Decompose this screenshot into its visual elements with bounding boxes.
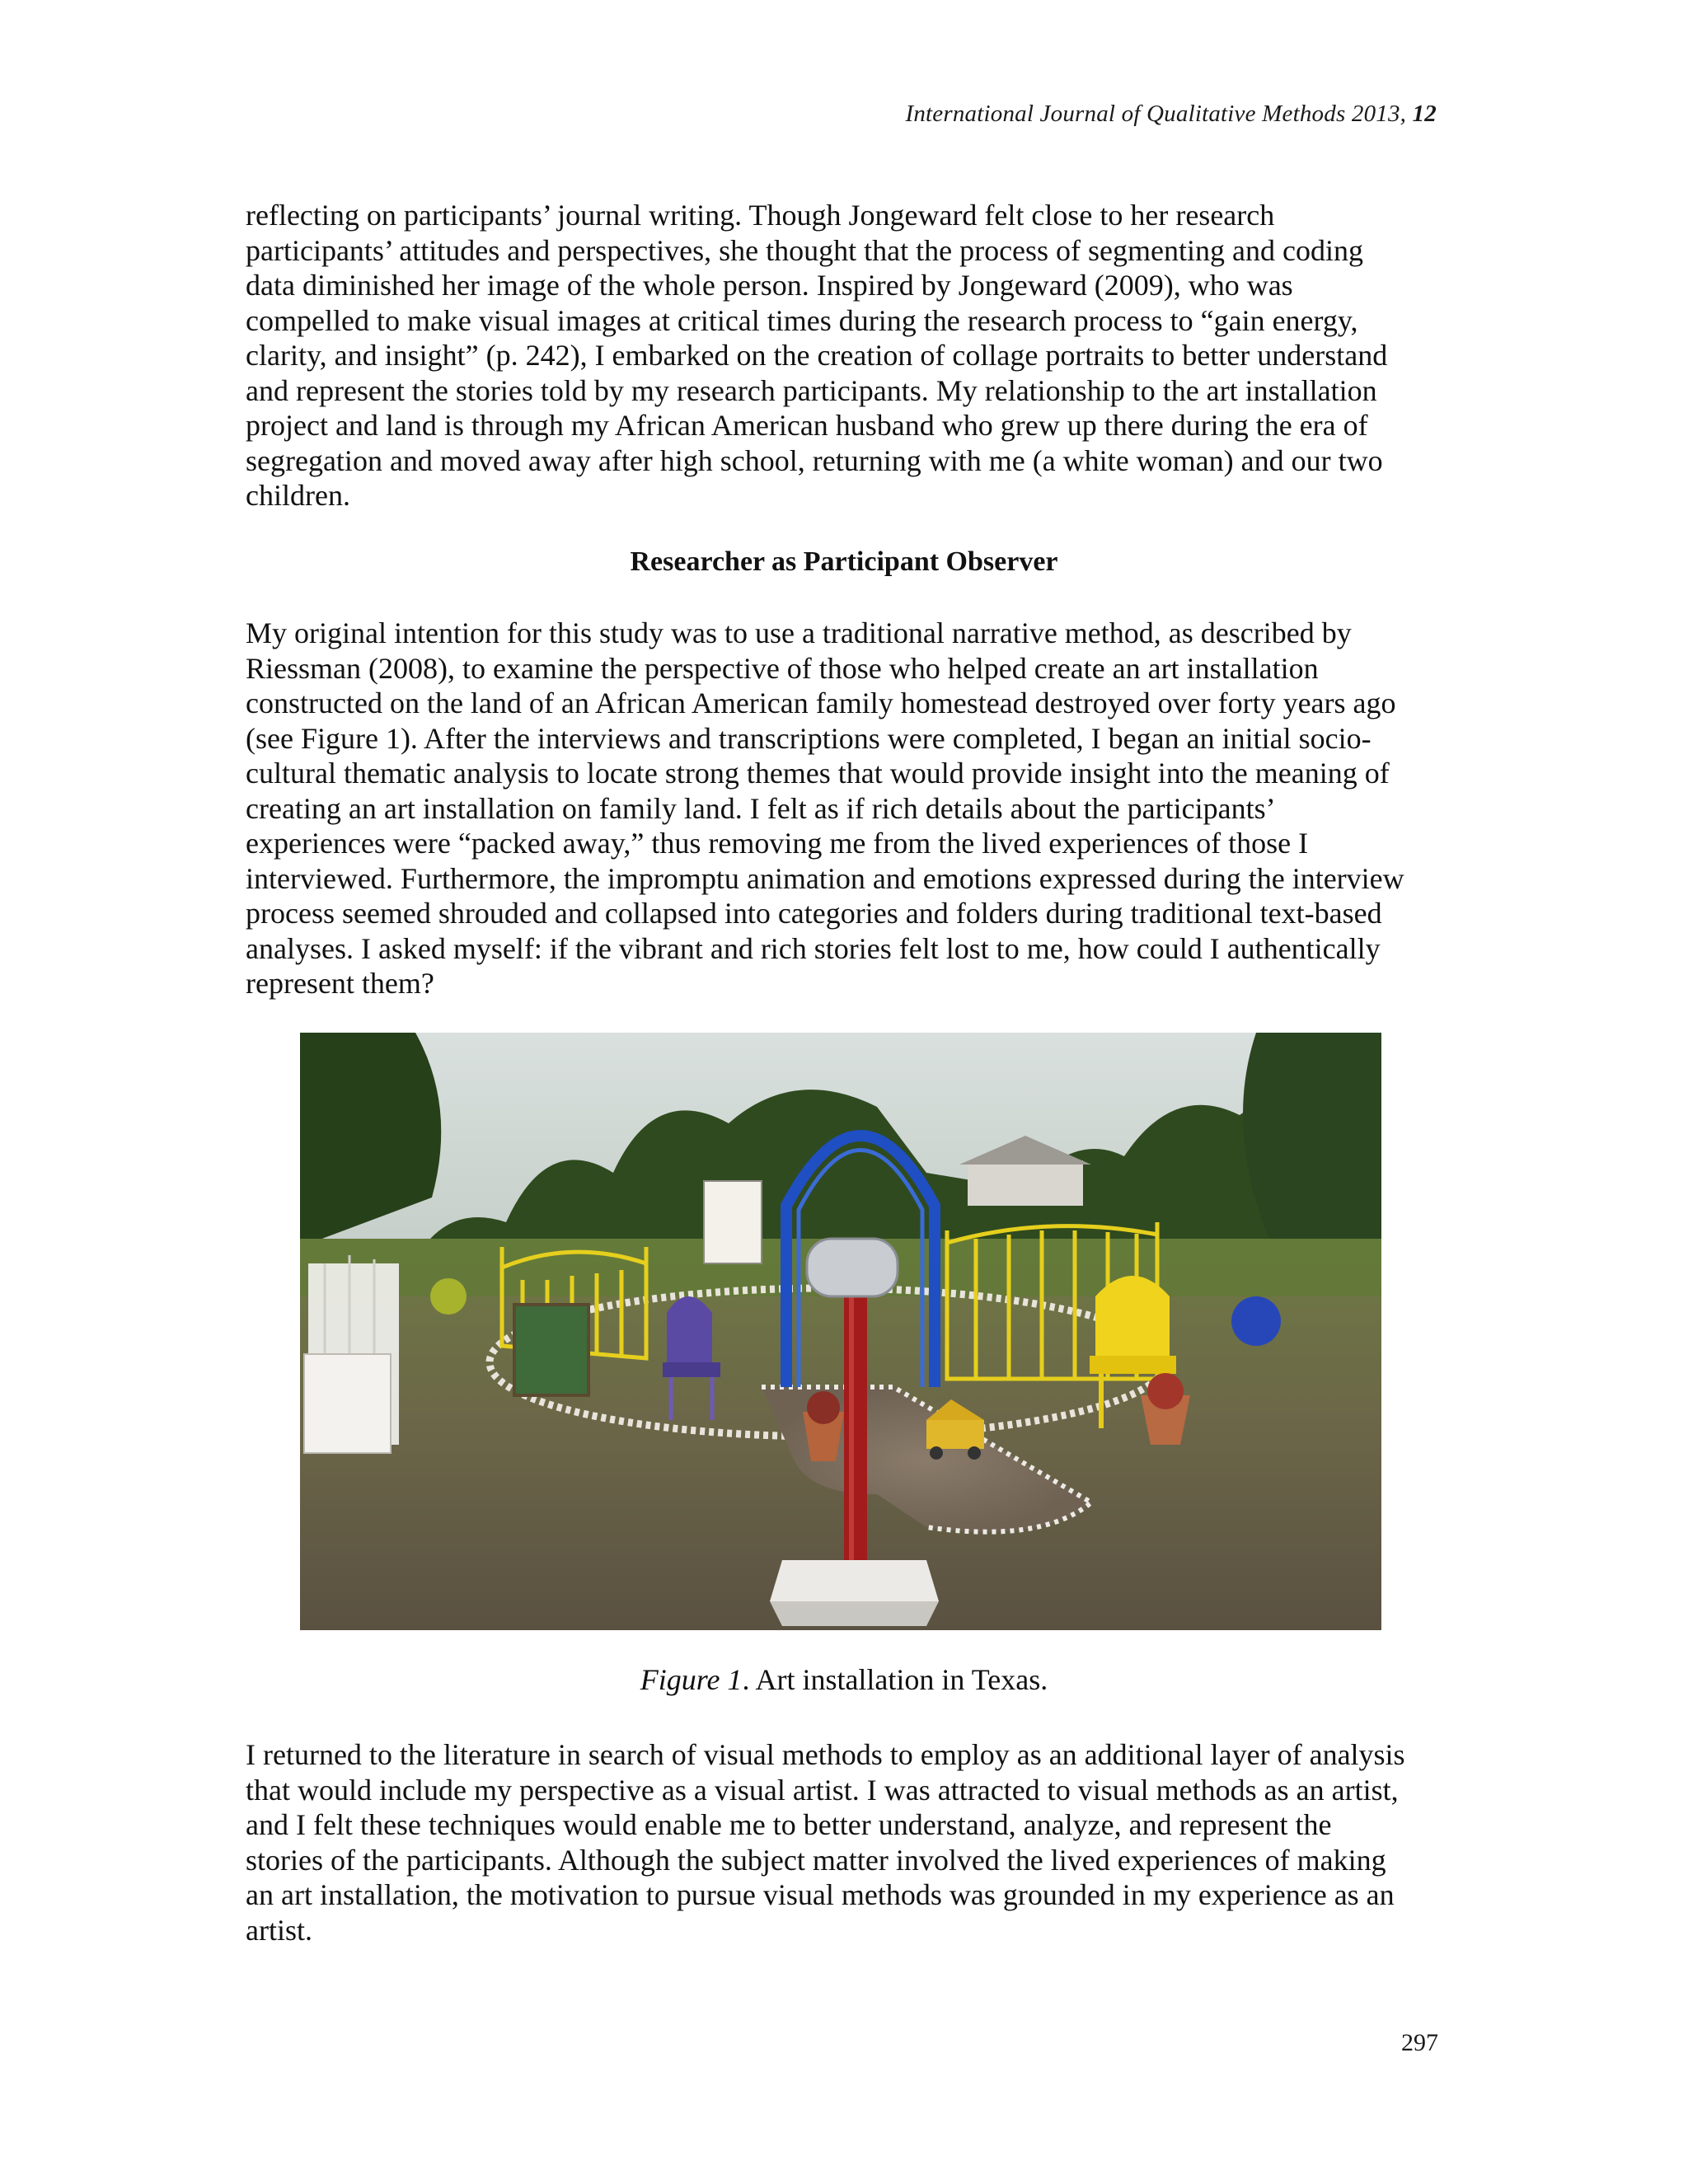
text-line: stories of the participants. Although the subject matter involved the lived experiences of making — [246, 1843, 1386, 1877]
paragraph-3 — [246, 1737, 1442, 1947]
text-line: interviewed. Furthermore, the impromptu animation and emotions expressed during the interview — [246, 861, 1404, 895]
text-line: process seemed shrouded and collapsed into categories and folders during traditional text-based — [246, 897, 1382, 930]
text-line: constructed on the land of an African American family homestead destroyed over forty years ago — [246, 687, 1396, 719]
text-line: artist. — [246, 1913, 312, 1947]
text-line: clarity, and insight” (p. 242), I embarked on the creation of collage portraits to better understand — [246, 339, 1388, 372]
paragraph-2 — [246, 616, 1442, 1001]
figure-label: Figure 1 — [640, 1663, 743, 1696]
text-line: project and land is through my African American husband who grew up there during the era of — [246, 409, 1368, 442]
paragraph-1 — [246, 198, 1442, 513]
text-line: and represent the stories told by my research participants. My relationship to the art installation — [246, 373, 1377, 407]
text-line: an art installation, the motivation to pursue visual methods was grounded in my experience as an — [246, 1878, 1395, 1911]
handwritten-sign — [304, 1354, 391, 1453]
text-line: and I felt these techniques would enable me to better understand, analyze, and represent the — [246, 1808, 1332, 1841]
journal-title: International Journal of Qualitative Methods 2013, — [905, 101, 1407, 127]
figure-caption — [246, 1662, 1442, 1697]
text-line: Riessman (2008), to examine the perspective of those who helped create an art installation — [246, 651, 1319, 685]
text-line: creating an art installation on family land. I felt as if rich details about the participants’ — [246, 791, 1276, 825]
figure-caption-text: . Art installation in Texas. — [742, 1663, 1048, 1696]
text-line: analyses. I asked myself: if the vibrant and rich stories felt lost to me, how could I authentically — [246, 931, 1381, 965]
text-line: children. — [246, 479, 350, 512]
running-head — [905, 101, 1437, 128]
garden-frame — [514, 1305, 588, 1395]
text-line: segregation and moved away after high school, returning with me (a white woman) and our two — [246, 443, 1383, 477]
text-line: participants’ attitudes and perspectives, she thought that the process of segmenting and coding — [246, 233, 1363, 267]
text-line: that would include my perspective as a visual artist. I was attracted to visual methods as an artist, — [246, 1773, 1399, 1807]
text-line: (see Figure 1). After the interviews and transcriptions were completed, I began an initial socio- — [246, 721, 1372, 755]
text-line: reflecting on participants’ journal writing. Though Jongeward felt close to her research — [246, 199, 1275, 232]
text-line: compelled to make visual images at critical times during the research process to “gain energy, — [246, 303, 1358, 337]
sign-board — [704, 1181, 762, 1263]
figure-photo — [300, 1033, 1381, 1630]
text-line: My original intention for this study was to use a traditional narrative method, as described by — [246, 616, 1352, 649]
text-line: I returned to the literature in search of visual methods to employ as an additional layer of analysis — [246, 1738, 1405, 1771]
page-number: 297 — [1401, 2029, 1438, 2056]
text-line: data diminished her image of the whole person. Inspired by Jongeward (2009), who was — [246, 269, 1293, 302]
text-line: cultural thematic analysis to locate strong themes that would provide insight into the meaning of — [246, 757, 1390, 790]
house — [968, 1160, 1083, 1206]
blue-planter — [1231, 1296, 1281, 1346]
text-line: represent them? — [246, 967, 434, 1000]
section-heading: Researcher as Participant Observer — [630, 546, 1058, 577]
text-line: experiences were “packed away,” thus removing me from the lived experiences of those I — [246, 827, 1309, 860]
volume-number: 12 — [1412, 101, 1437, 127]
